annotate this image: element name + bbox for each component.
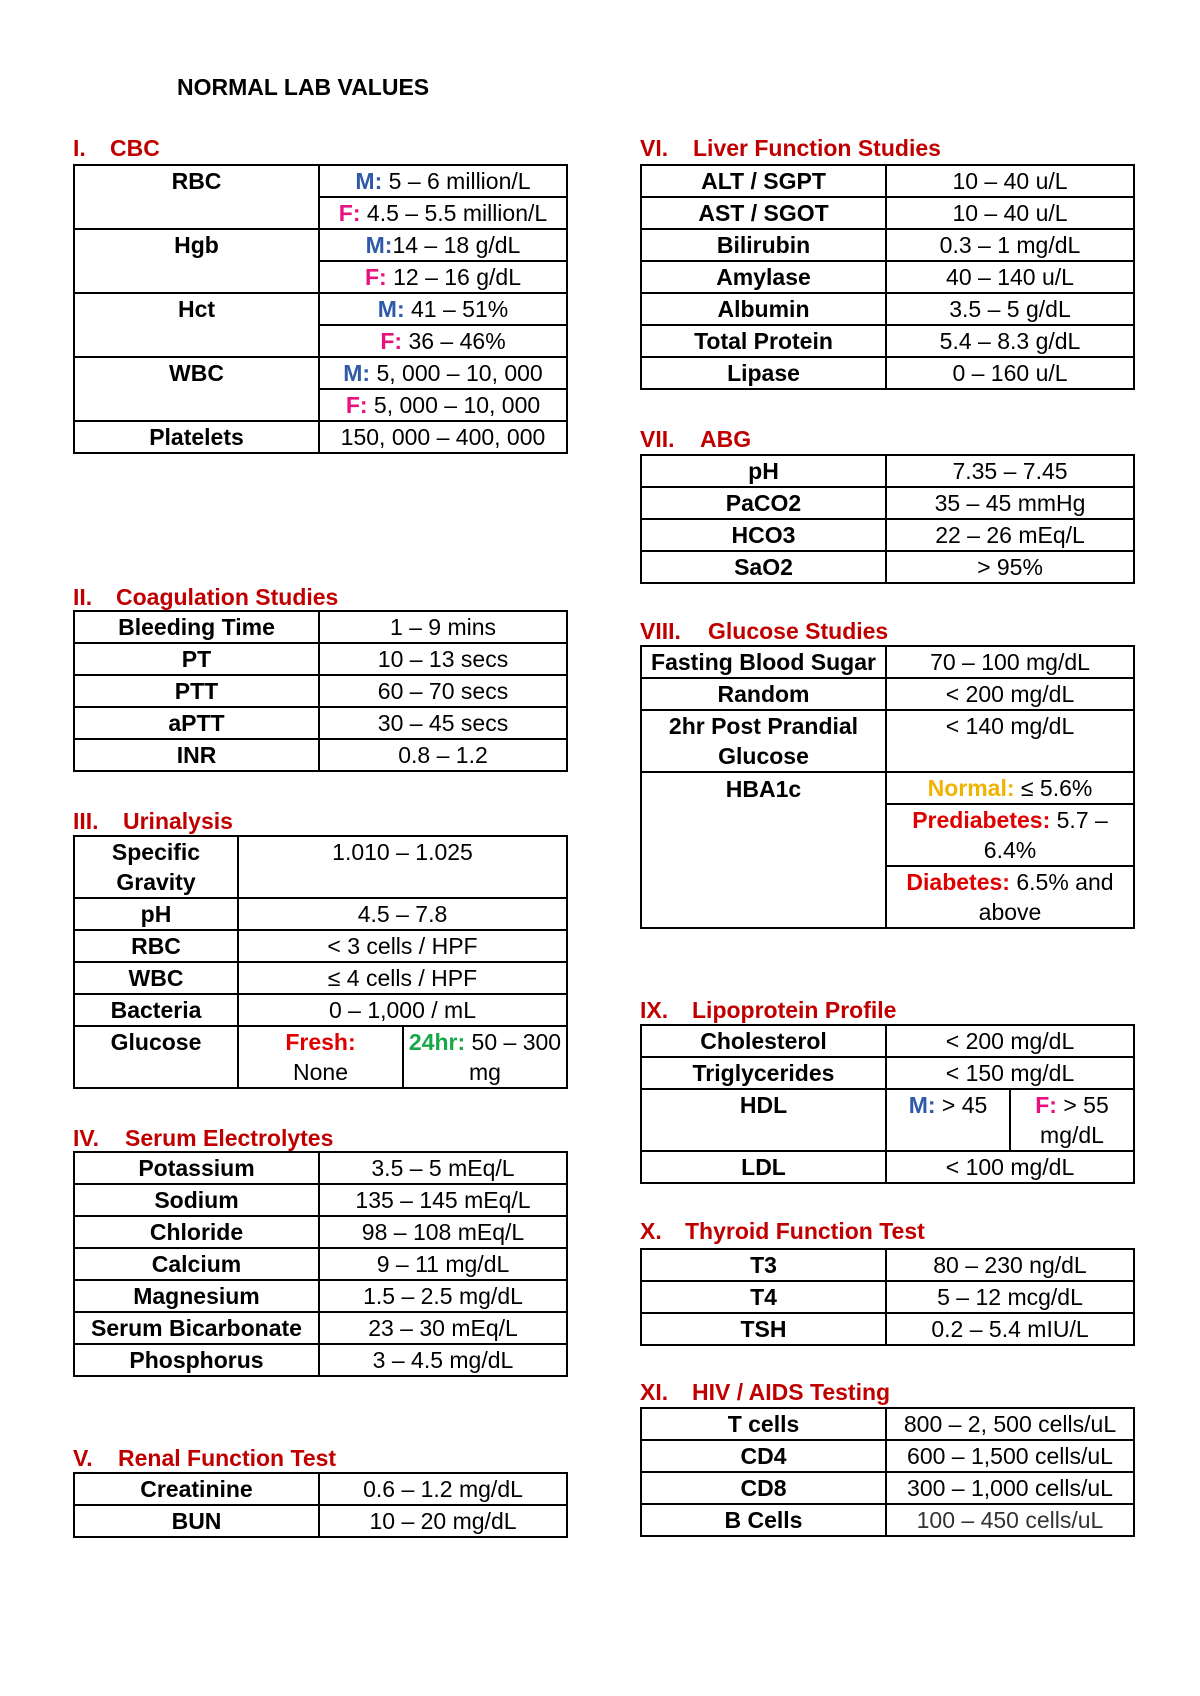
- table-row: [74, 611, 567, 643]
- table-row: [74, 1505, 567, 1537]
- cbc-hct-female: F: 36 – 46%: [319, 325, 567, 357]
- table-row: [641, 325, 1134, 357]
- row-label: T cells: [641, 1408, 886, 1440]
- cbc-hgb-label: Hgb: [74, 229, 319, 293]
- row-value: > 95%: [886, 551, 1134, 583]
- row-value: 800 – 2, 500 cells/uL: [886, 1408, 1134, 1440]
- table-row: [74, 643, 567, 675]
- section-heading-thyroid: X. Thyroid Function Test: [640, 1218, 925, 1244]
- glucose-hba1c-label: HBA1c: [641, 772, 886, 928]
- section-heading-abg: VII. ABG: [640, 426, 752, 452]
- row-value: < 140 mg/dL: [886, 710, 1134, 772]
- table-row: [74, 930, 567, 962]
- table-row: [641, 357, 1134, 389]
- row-label: T4: [641, 1281, 886, 1313]
- row-value: 10 – 13 secs: [319, 643, 567, 675]
- glucose-hba1c-prediabetes: Prediabetes: 5.7 – 6.4%: [886, 804, 1134, 866]
- row-label: WBC: [74, 962, 238, 994]
- urinalysis-glucose-24hr: 24hr: 50 – 300 mg: [403, 1026, 567, 1088]
- row-label: PTT: [74, 675, 319, 707]
- table-row: [74, 1280, 567, 1312]
- row-value: 5 – 12 mcg/dL: [886, 1281, 1134, 1313]
- row-label: INR: [74, 739, 319, 771]
- row-value: < 3 cells / HPF: [238, 930, 567, 962]
- table-row: [641, 261, 1134, 293]
- row-label: BUN: [74, 1505, 319, 1537]
- table-row: [74, 962, 567, 994]
- table-row: [74, 1184, 567, 1216]
- row-value: 100 – 450 cells/uL: [886, 1504, 1134, 1536]
- lipo-ldl-label: LDL: [641, 1151, 886, 1183]
- row-value: < 150 mg/dL: [886, 1057, 1134, 1089]
- row-value: 0.6 – 1.2 mg/dL: [319, 1473, 567, 1505]
- section-heading-urinalysis: III. Urinalysis: [73, 808, 233, 834]
- cbc-platelets-value: 150, 000 – 400, 000: [319, 421, 567, 453]
- table-row: [641, 1408, 1134, 1440]
- row-value: 80 – 230 ng/dL: [886, 1249, 1134, 1281]
- table-row: [74, 739, 567, 771]
- row-label: Bleeding Time: [74, 611, 319, 643]
- cbc-hct-label: Hct: [74, 293, 319, 357]
- row-label: AST / SGOT: [641, 197, 886, 229]
- row-value: 135 – 145 mEq/L: [319, 1184, 567, 1216]
- row-value: ≤ 4 cells / HPF: [238, 962, 567, 994]
- table-row: [74, 675, 567, 707]
- table-row: [641, 165, 1134, 197]
- section-heading-lipoprotein: IX. Lipoprotein Profile: [640, 997, 897, 1023]
- section-heading-hiv: XI. HIV / AIDS Testing: [640, 1379, 891, 1405]
- row-label: 2hr Post Prandial Glucose: [641, 710, 886, 772]
- table-row: [641, 197, 1134, 229]
- table-row: [641, 1504, 1134, 1536]
- row-value: 4.5 – 7.8: [238, 898, 567, 930]
- row-label: HCO3: [641, 519, 886, 551]
- row-value: 98 – 108 mEq/L: [319, 1216, 567, 1248]
- row-value: 3.5 – 5 mEq/L: [319, 1152, 567, 1184]
- row-value: 40 – 140 u/L: [886, 261, 1134, 293]
- cbc-rbc-label: RBC: [74, 165, 319, 229]
- row-value: 1.010 – 1.025: [238, 836, 567, 898]
- row-value: 7.35 – 7.45: [886, 455, 1134, 487]
- lipo-hdl-label: HDL: [641, 1089, 886, 1151]
- cbc-wbc-male: M: 5, 000 – 10, 000: [319, 357, 567, 389]
- hiv-table: [640, 1407, 1135, 1537]
- row-label: Specific Gravity: [74, 836, 238, 898]
- table-row: [641, 646, 1134, 678]
- row-label: PaCO2: [641, 487, 886, 519]
- row-value: 10 – 40 u/L: [886, 165, 1134, 197]
- row-label: Creatinine: [74, 1473, 319, 1505]
- row-value: < 200 mg/dL: [886, 678, 1134, 710]
- row-value: < 200 mg/dL: [886, 1025, 1134, 1057]
- row-value: 10 – 20 mg/dL: [319, 1505, 567, 1537]
- thyroid-table: [640, 1248, 1135, 1346]
- table-row: [74, 898, 567, 930]
- renal-table: [73, 1472, 568, 1538]
- table-row: [641, 487, 1134, 519]
- row-value: 5.4 – 8.3 g/dL: [886, 325, 1134, 357]
- cbc-rbc-female: F: 4.5 – 5.5 million/L: [319, 197, 567, 229]
- table-row: [641, 1472, 1134, 1504]
- row-label: Bacteria: [74, 994, 238, 1026]
- coagulation-table: [73, 610, 568, 772]
- row-label: Serum Bicarbonate: [74, 1312, 319, 1344]
- table-row: [641, 710, 1134, 772]
- table-row: [641, 455, 1134, 487]
- row-label: aPTT: [74, 707, 319, 739]
- table-row: [74, 1344, 567, 1376]
- table-row: [641, 229, 1134, 261]
- cbc-platelets-label: Platelets: [74, 421, 319, 453]
- row-label: Albumin: [641, 293, 886, 325]
- urinalysis-table: [73, 835, 568, 1089]
- row-label: Cholesterol: [641, 1025, 886, 1057]
- cbc-rbc-male: M: 5 – 6 million/L: [319, 165, 567, 197]
- cbc-hct-male: M: 41 – 51%: [319, 293, 567, 325]
- urinalysis-glucose-label: Glucose: [74, 1026, 238, 1088]
- row-label: Phosphorus: [74, 1344, 319, 1376]
- page-title: NORMAL LAB VALUES: [177, 74, 430, 100]
- table-row: [641, 551, 1134, 583]
- cbc-hgb-female: F: 12 – 16 g/dL: [319, 261, 567, 293]
- liver-table: [640, 164, 1135, 390]
- table-row: [641, 1313, 1134, 1345]
- glucose-table: [640, 645, 1135, 929]
- row-value: 23 – 30 mEq/L: [319, 1312, 567, 1344]
- lipoprotein-table: [640, 1024, 1135, 1184]
- table-row: [641, 1025, 1134, 1057]
- row-label: Amylase: [641, 261, 886, 293]
- row-label: B Cells: [641, 1504, 886, 1536]
- row-label: RBC: [74, 930, 238, 962]
- section-heading-renal: V. Renal Function Test: [73, 1445, 337, 1471]
- table-row: [74, 707, 567, 739]
- table-row: [74, 1248, 567, 1280]
- table-row: [74, 1473, 567, 1505]
- table-row: [74, 1312, 567, 1344]
- row-label: Calcium: [74, 1248, 319, 1280]
- row-label: pH: [641, 455, 886, 487]
- section-heading-electrolytes: IV. Serum Electrolytes: [73, 1125, 334, 1151]
- row-label: Magnesium: [74, 1280, 319, 1312]
- table-row: [74, 1152, 567, 1184]
- cbc-table: [73, 164, 568, 454]
- row-label: TSH: [641, 1313, 886, 1345]
- row-value: 22 – 26 mEq/L: [886, 519, 1134, 551]
- table-row: [641, 678, 1134, 710]
- row-value: 0.3 – 1 mg/dL: [886, 229, 1134, 261]
- row-value: 0.8 – 1.2: [319, 739, 567, 771]
- table-row: [641, 1057, 1134, 1089]
- lipo-hdl-male: M: > 45: [886, 1089, 1010, 1151]
- row-label: CD8: [641, 1472, 886, 1504]
- row-label: Triglycerides: [641, 1057, 886, 1089]
- row-label: SaO2: [641, 551, 886, 583]
- row-value: 10 – 40 u/L: [886, 197, 1134, 229]
- row-label: PT: [74, 643, 319, 675]
- row-label: Fasting Blood Sugar: [641, 646, 886, 678]
- row-value: 3 – 4.5 mg/dL: [319, 1344, 567, 1376]
- row-label: ALT / SGPT: [641, 165, 886, 197]
- row-value: 35 – 45 mmHg: [886, 487, 1134, 519]
- row-label: Lipase: [641, 357, 886, 389]
- row-value: 60 – 70 secs: [319, 675, 567, 707]
- section-heading-liver: VI. Liver Function Studies: [640, 135, 941, 161]
- row-value: 0 – 1,000 / mL: [238, 994, 567, 1026]
- electrolytes-table: [73, 1151, 568, 1377]
- row-value: 30 – 45 secs: [319, 707, 567, 739]
- row-value: 1.5 – 2.5 mg/dL: [319, 1280, 567, 1312]
- lipo-hdl-female: F: > 55 mg/dL: [1010, 1089, 1134, 1151]
- row-label: T3: [641, 1249, 886, 1281]
- lipo-ldl-value: < 100 mg/dL: [886, 1151, 1134, 1183]
- section-heading-cbc: I. CBC: [73, 135, 160, 161]
- row-value: 70 – 100 mg/dL: [886, 646, 1134, 678]
- table-row: [641, 293, 1134, 325]
- table-row: [641, 1249, 1134, 1281]
- row-value: 9 – 11 mg/dL: [319, 1248, 567, 1280]
- row-value: 3.5 – 5 g/dL: [886, 293, 1134, 325]
- table-row: [74, 836, 567, 898]
- row-label: Random: [641, 678, 886, 710]
- row-value: 0 – 160 u/L: [886, 357, 1134, 389]
- row-label: Total Protein: [641, 325, 886, 357]
- row-label: pH: [74, 898, 238, 930]
- row-value: 300 – 1,000 cells/uL: [886, 1472, 1134, 1504]
- table-row: [74, 994, 567, 1026]
- cbc-hgb-male: M:14 – 18 g/dL: [319, 229, 567, 261]
- glucose-hba1c-diabetes: Diabetes: 6.5% and above: [886, 866, 1134, 928]
- section-heading-glucose: VIII. Glucose Studies: [640, 618, 889, 644]
- row-value: 600 – 1,500 cells/uL: [886, 1440, 1134, 1472]
- row-label: Sodium: [74, 1184, 319, 1216]
- cbc-wbc-female: F: 5, 000 – 10, 000: [319, 389, 567, 421]
- table-row: [74, 1216, 567, 1248]
- row-label: CD4: [641, 1440, 886, 1472]
- row-label: Bilirubin: [641, 229, 886, 261]
- table-row: [641, 519, 1134, 551]
- row-value: 1 – 9 mins: [319, 611, 567, 643]
- section-heading-coagulation: II. Coagulation Studies: [73, 584, 339, 610]
- table-row: [641, 1440, 1134, 1472]
- row-value: 0.2 – 5.4 mIU/L: [886, 1313, 1134, 1345]
- cbc-wbc-label: WBC: [74, 357, 319, 421]
- urinalysis-glucose-fresh: Fresh: None: [238, 1026, 403, 1088]
- row-label: Chloride: [74, 1216, 319, 1248]
- table-row: [641, 1281, 1134, 1313]
- abg-table: [640, 454, 1135, 584]
- glucose-hba1c-normal: Normal: ≤ 5.6%: [886, 772, 1134, 804]
- row-label: Potassium: [74, 1152, 319, 1184]
